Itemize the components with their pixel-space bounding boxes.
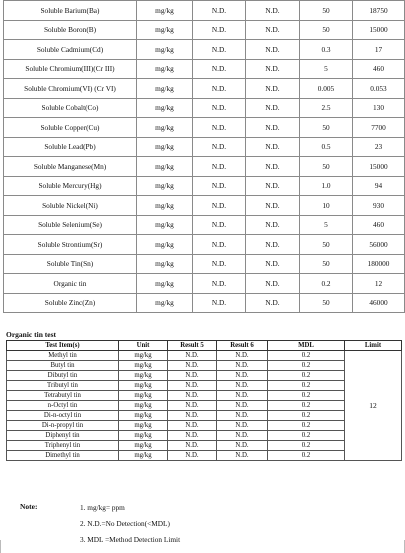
test-item-cell: Butyl tin <box>7 361 119 371</box>
mdl-cell: 5 <box>300 59 353 79</box>
table-row <box>4 79 405 99</box>
table-row <box>7 441 402 451</box>
test-item-cell: Soluble Mercury(Hg) <box>4 176 137 196</box>
result-cell: N.D. <box>193 235 246 255</box>
unit-cell: mg/kg <box>137 59 193 79</box>
result-cell: N.D. <box>193 254 246 274</box>
result-cell: N.D. <box>193 137 246 157</box>
test-item-cell: Soluble Boron(B) <box>4 20 137 40</box>
limit-cell: 17 <box>353 40 405 60</box>
mdl-cell: 50 <box>300 235 353 255</box>
result-cell: N.D. <box>168 421 217 431</box>
unit-cell: mg/kg <box>119 431 168 441</box>
mdl-cell: 50 <box>300 20 353 40</box>
result-cell: N.D. <box>217 401 268 411</box>
result-cell: N.D. <box>217 421 268 431</box>
result-cell: N.D. <box>193 215 246 235</box>
result-cell: N.D. <box>246 196 300 216</box>
table-row <box>4 20 405 40</box>
result-cell: N.D. <box>168 411 217 421</box>
unit-cell: mg/kg <box>137 137 193 157</box>
mdl-cell: 0.2 <box>268 411 345 421</box>
test-item-cell: Soluble Tin(Sn) <box>4 254 137 274</box>
note-item: 2. N.D.=No Detection(<MDL) <box>80 519 170 528</box>
table-row <box>7 451 402 461</box>
result-cell: N.D. <box>217 451 268 461</box>
test-item-cell: Tetrabutyl tin <box>7 391 119 401</box>
unit-cell: mg/kg <box>137 40 193 60</box>
mdl-cell: 0.5 <box>300 137 353 157</box>
table-row <box>7 351 402 361</box>
result-cell: N.D. <box>217 411 268 421</box>
mdl-cell: 2.5 <box>300 98 353 118</box>
note-item: 1. mg/kg= ppm <box>80 503 125 512</box>
test-item-cell: Soluble Chromium(III)(Cr III) <box>4 59 137 79</box>
result-cell: N.D. <box>246 118 300 138</box>
mdl-cell: 1.0 <box>300 176 353 196</box>
result-cell: N.D. <box>193 98 246 118</box>
result-cell: N.D. <box>168 391 217 401</box>
result-cell: N.D. <box>193 274 246 294</box>
result-cell: N.D. <box>217 351 268 361</box>
result-cell: N.D. <box>246 1 300 21</box>
table-row <box>4 254 405 274</box>
mdl-cell: 50 <box>300 254 353 274</box>
result-cell: N.D. <box>193 118 246 138</box>
result-cell: N.D. <box>217 381 268 391</box>
table-row <box>4 235 405 255</box>
mdl-cell: 0.2 <box>268 441 345 451</box>
table-row <box>4 274 405 294</box>
mdl-cell: 0.2 <box>300 274 353 294</box>
mdl-cell: 10 <box>300 196 353 216</box>
result-cell: N.D. <box>168 381 217 391</box>
unit-cell: mg/kg <box>137 196 193 216</box>
result-cell: N.D. <box>168 441 217 451</box>
result-cell: N.D. <box>246 254 300 274</box>
limit-cell: 7700 <box>353 118 405 138</box>
header-result-5: Result 5 <box>168 341 217 351</box>
mdl-cell: 0.2 <box>268 421 345 431</box>
table-row <box>4 1 405 21</box>
mdl-cell: 0.2 <box>268 391 345 401</box>
test-item-cell: Triphenyl tin <box>7 441 119 451</box>
soluble-elements-table <box>3 0 405 313</box>
table-row <box>4 118 405 138</box>
limit-cell: 15000 <box>353 20 405 40</box>
table-row <box>4 196 405 216</box>
unit-cell: mg/kg <box>137 157 193 177</box>
result-cell: N.D. <box>193 79 246 99</box>
limit-cell: 18750 <box>353 1 405 21</box>
test-item-cell: Dibutyl tin <box>7 371 119 381</box>
test-item-cell: Organic tin <box>4 274 137 294</box>
unit-cell: mg/kg <box>119 361 168 371</box>
table-row <box>7 431 402 441</box>
result-cell: N.D. <box>168 401 217 411</box>
limit-cell: 180000 <box>353 254 405 274</box>
mdl-cell: 0.005 <box>300 79 353 99</box>
test-item-cell: Soluble Barium(Ba) <box>4 1 137 21</box>
limit-cell: 12 <box>345 351 402 461</box>
header-limit: Limit <box>345 341 402 351</box>
limit-cell: 460 <box>353 59 405 79</box>
table-row <box>7 361 402 371</box>
unit-cell: mg/kg <box>137 20 193 40</box>
result-cell: N.D. <box>246 40 300 60</box>
table-row <box>4 176 405 196</box>
unit-cell: mg/kg <box>137 98 193 118</box>
test-item-cell: Methyl tin <box>7 351 119 361</box>
organic-tin-table <box>6 340 402 461</box>
limit-cell: 23 <box>353 137 405 157</box>
test-item-cell: Diphenyl tin <box>7 431 119 441</box>
mdl-cell: 50 <box>300 1 353 21</box>
header-test-items: Test Item(s) <box>7 341 119 351</box>
result-cell: N.D. <box>193 196 246 216</box>
mdl-cell: 50 <box>300 118 353 138</box>
table-row <box>4 293 405 313</box>
mdl-cell: 0.2 <box>268 371 345 381</box>
unit-cell: mg/kg <box>137 254 193 274</box>
unit-cell: mg/kg <box>119 371 168 381</box>
test-item-cell: Soluble Cobalt(Co) <box>4 98 137 118</box>
unit-cell: mg/kg <box>137 176 193 196</box>
test-item-cell: Soluble Lead(Pb) <box>4 137 137 157</box>
header-unit: Unit <box>119 341 168 351</box>
unit-cell: mg/kg <box>119 351 168 361</box>
table-row <box>4 157 405 177</box>
limit-cell: 15000 <box>353 157 405 177</box>
mdl-cell: 0.2 <box>268 361 345 371</box>
unit-cell: mg/kg <box>137 274 193 294</box>
table-row <box>4 40 405 60</box>
unit-cell: mg/kg <box>119 441 168 451</box>
mdl-cell: 0.2 <box>268 351 345 361</box>
test-item-cell: Tributyl tin <box>7 381 119 391</box>
result-cell: N.D. <box>217 361 268 371</box>
limit-cell: 46000 <box>353 293 405 313</box>
result-cell: N.D. <box>246 79 300 99</box>
limit-cell: 930 <box>353 196 405 216</box>
mdl-cell: 0.2 <box>268 401 345 411</box>
result-cell: N.D. <box>246 98 300 118</box>
unit-cell: mg/kg <box>119 391 168 401</box>
organic-tin-heading: Organic tin test <box>6 330 56 339</box>
table-row <box>4 215 405 235</box>
unit-cell: mg/kg <box>137 118 193 138</box>
unit-cell: mg/kg <box>119 401 168 411</box>
page-edge-mark <box>0 540 3 553</box>
result-cell: N.D. <box>168 361 217 371</box>
mdl-cell: 50 <box>300 293 353 313</box>
mdl-cell: 0.2 <box>268 381 345 391</box>
table-row <box>7 371 402 381</box>
unit-cell: mg/kg <box>119 421 168 431</box>
test-item-cell: Di-n-octyl tin <box>7 411 119 421</box>
result-cell: N.D. <box>168 351 217 361</box>
table-row <box>7 391 402 401</box>
result-cell: N.D. <box>246 59 300 79</box>
test-item-cell: Soluble Nickel(Ni) <box>4 196 137 216</box>
test-item-cell: Di-n-propyl tin <box>7 421 119 431</box>
test-item-cell: Soluble Selenium(Se) <box>4 215 137 235</box>
result-cell: N.D. <box>246 215 300 235</box>
result-cell: N.D. <box>193 157 246 177</box>
header-mdl: MDL <box>268 341 345 351</box>
limit-cell: 94 <box>353 176 405 196</box>
result-cell: N.D. <box>168 451 217 461</box>
table-row <box>7 381 402 391</box>
result-cell: N.D. <box>246 293 300 313</box>
mdl-cell: 5 <box>300 215 353 235</box>
unit-cell: mg/kg <box>137 215 193 235</box>
unit-cell: mg/kg <box>137 235 193 255</box>
limit-cell: 56000 <box>353 235 405 255</box>
unit-cell: mg/kg <box>137 293 193 313</box>
result-cell: N.D. <box>217 391 268 401</box>
result-cell: N.D. <box>246 20 300 40</box>
test-item-cell: Soluble Chromium(VI) (Cr VI) <box>4 79 137 99</box>
test-item-cell: n-Octyl tin <box>7 401 119 411</box>
limit-cell: 130 <box>353 98 405 118</box>
mdl-cell: 0.2 <box>268 451 345 461</box>
test-item-cell: Soluble Cadmium(Cd) <box>4 40 137 60</box>
mdl-cell: 0.2 <box>268 431 345 441</box>
table-row <box>7 401 402 411</box>
note-label: Note: <box>20 502 38 511</box>
mdl-cell: 50 <box>300 157 353 177</box>
limit-cell: 12 <box>353 274 405 294</box>
limit-cell: 0.053 <box>353 79 405 99</box>
table-row <box>4 137 405 157</box>
test-item-cell: Soluble Copper(Cu) <box>4 118 137 138</box>
test-item-cell: Soluble Manganese(Mn) <box>4 157 137 177</box>
result-cell: N.D. <box>193 293 246 313</box>
unit-cell: mg/kg <box>119 381 168 391</box>
table-row <box>7 411 402 421</box>
result-cell: N.D. <box>193 59 246 79</box>
result-cell: N.D. <box>193 40 246 60</box>
table-row <box>7 421 402 431</box>
result-cell: N.D. <box>246 157 300 177</box>
result-cell: N.D. <box>168 371 217 381</box>
result-cell: N.D. <box>217 371 268 381</box>
unit-cell: mg/kg <box>137 1 193 21</box>
table-row <box>4 98 405 118</box>
test-item-cell: Soluble Zinc(Zn) <box>4 293 137 313</box>
result-cell: N.D. <box>193 176 246 196</box>
result-cell: N.D. <box>193 1 246 21</box>
result-cell: N.D. <box>246 235 300 255</box>
result-cell: N.D. <box>246 137 300 157</box>
result-cell: N.D. <box>217 441 268 451</box>
unit-cell: mg/kg <box>119 451 168 461</box>
note-item: 3. MDL =Method Detection Limit <box>80 535 181 544</box>
test-item-cell: Soluble Strontium(Sr) <box>4 235 137 255</box>
result-cell: N.D. <box>246 274 300 294</box>
result-cell: N.D. <box>246 176 300 196</box>
table-row <box>4 59 405 79</box>
header-result-6: Result 6 <box>217 341 268 351</box>
result-cell: N.D. <box>193 20 246 40</box>
unit-cell: mg/kg <box>119 411 168 421</box>
organic-tin-header-row <box>7 341 402 351</box>
mdl-cell: 0.3 <box>300 40 353 60</box>
result-cell: N.D. <box>168 431 217 441</box>
unit-cell: mg/kg <box>137 79 193 99</box>
limit-cell: 460 <box>353 215 405 235</box>
result-cell: N.D. <box>217 431 268 441</box>
test-item-cell: Dimethyl tin <box>7 451 119 461</box>
